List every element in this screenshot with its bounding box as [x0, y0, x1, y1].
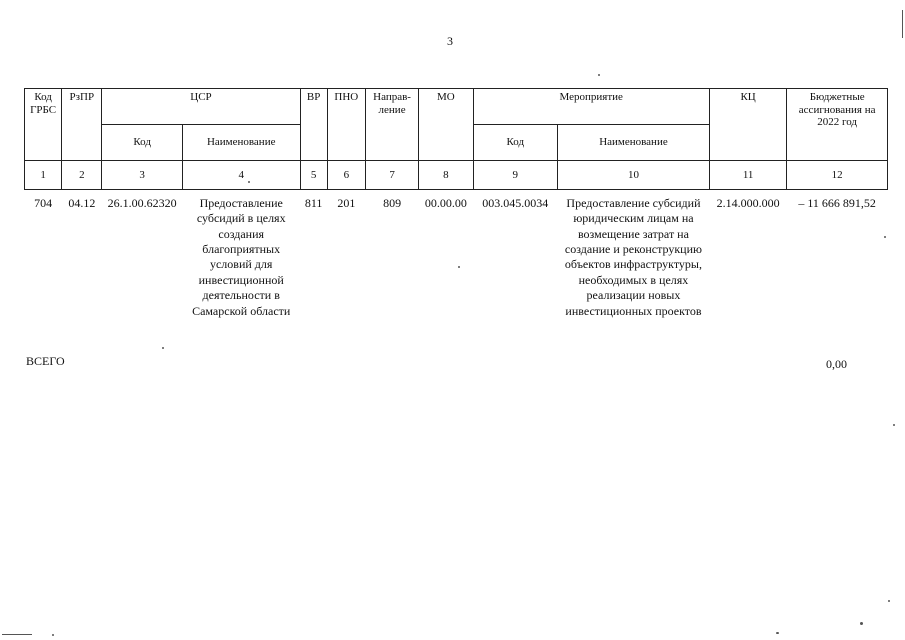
column-number: 3 [102, 161, 182, 190]
cell-mo: 00.00.00 [424, 196, 467, 210]
column-number: 6 [327, 161, 365, 190]
column-number: 2 [62, 161, 102, 190]
scan-speck [598, 74, 600, 76]
table-row [25, 190, 888, 321]
column-number: 11 [709, 161, 786, 190]
scan-speck [888, 600, 890, 602]
cell-csr-name: Предоставление субсидий в целях создания благоприятных условий для инвестиционной деятельности в Самарской области [192, 196, 291, 318]
header-csr: ЦСР [102, 89, 300, 125]
scan-speck [884, 236, 886, 238]
scan-speck [248, 181, 250, 183]
scan-speck [2, 634, 32, 635]
scan-speck [776, 632, 779, 634]
column-number: 1 [25, 161, 62, 190]
header-napravlenie: Направ-ление [365, 89, 418, 161]
header-budget: Бюджетные ассигнования на 2022 год [787, 89, 888, 161]
total-value: 0,00 [826, 357, 847, 371]
header-mer-kod: Код [473, 125, 557, 161]
cell-mer-name: Предоставление субсидий юридическим лицам на возмещение затрат на создание и реконструкцию объектов инфраструктуры, необходимых в целях реализации новых инвестиционных проектов [564, 196, 702, 318]
cell-napravlenie: 809 [383, 196, 402, 210]
header-rzpr: РзПР [62, 89, 102, 161]
header-kc: КЦ [709, 89, 786, 161]
header-csr-kod: Код [102, 125, 182, 161]
header-mer-name: Наименование [558, 125, 710, 161]
column-number-row [25, 161, 888, 190]
cell-pno: 201 [337, 196, 356, 210]
header-csr-name: Наименование [182, 125, 300, 161]
header-vr: ВР [300, 89, 327, 161]
scan-speck [52, 634, 54, 636]
column-number: 10 [558, 161, 710, 190]
scan-speck [902, 10, 903, 38]
total-label: ВСЕГО [26, 354, 65, 368]
cell-kc: 2.14.000.000 [716, 196, 780, 210]
column-number: 12 [787, 161, 888, 190]
header-kod-grbs: Код ГРБС [25, 89, 62, 161]
column-number: 5 [300, 161, 327, 190]
column-number: 8 [419, 161, 473, 190]
page-number: 3 [447, 34, 453, 48]
cell-kod-grbs: 704 [34, 196, 53, 210]
scan-speck [860, 622, 863, 625]
column-number: 4 [182, 161, 300, 190]
cell-amount: – 11 666 891,52 [798, 196, 876, 210]
cell-csr-kod: 26.1.00.62320 [107, 196, 177, 210]
header-meropriyatie: Мероприятие [473, 89, 709, 125]
scan-speck [893, 424, 895, 426]
column-number: 9 [473, 161, 557, 190]
cell-vr: 811 [304, 196, 323, 210]
scan-speck [458, 266, 460, 268]
header-mo: МО [419, 89, 473, 161]
cell-mer-kod: 003.045.0034 [482, 196, 549, 210]
header-row-top [25, 89, 888, 125]
cell-rzpr: 04.12 [68, 196, 96, 210]
header-pno: ПНО [327, 89, 365, 161]
scan-speck [162, 347, 164, 349]
column-number: 7 [365, 161, 418, 190]
budget-table [24, 88, 888, 321]
